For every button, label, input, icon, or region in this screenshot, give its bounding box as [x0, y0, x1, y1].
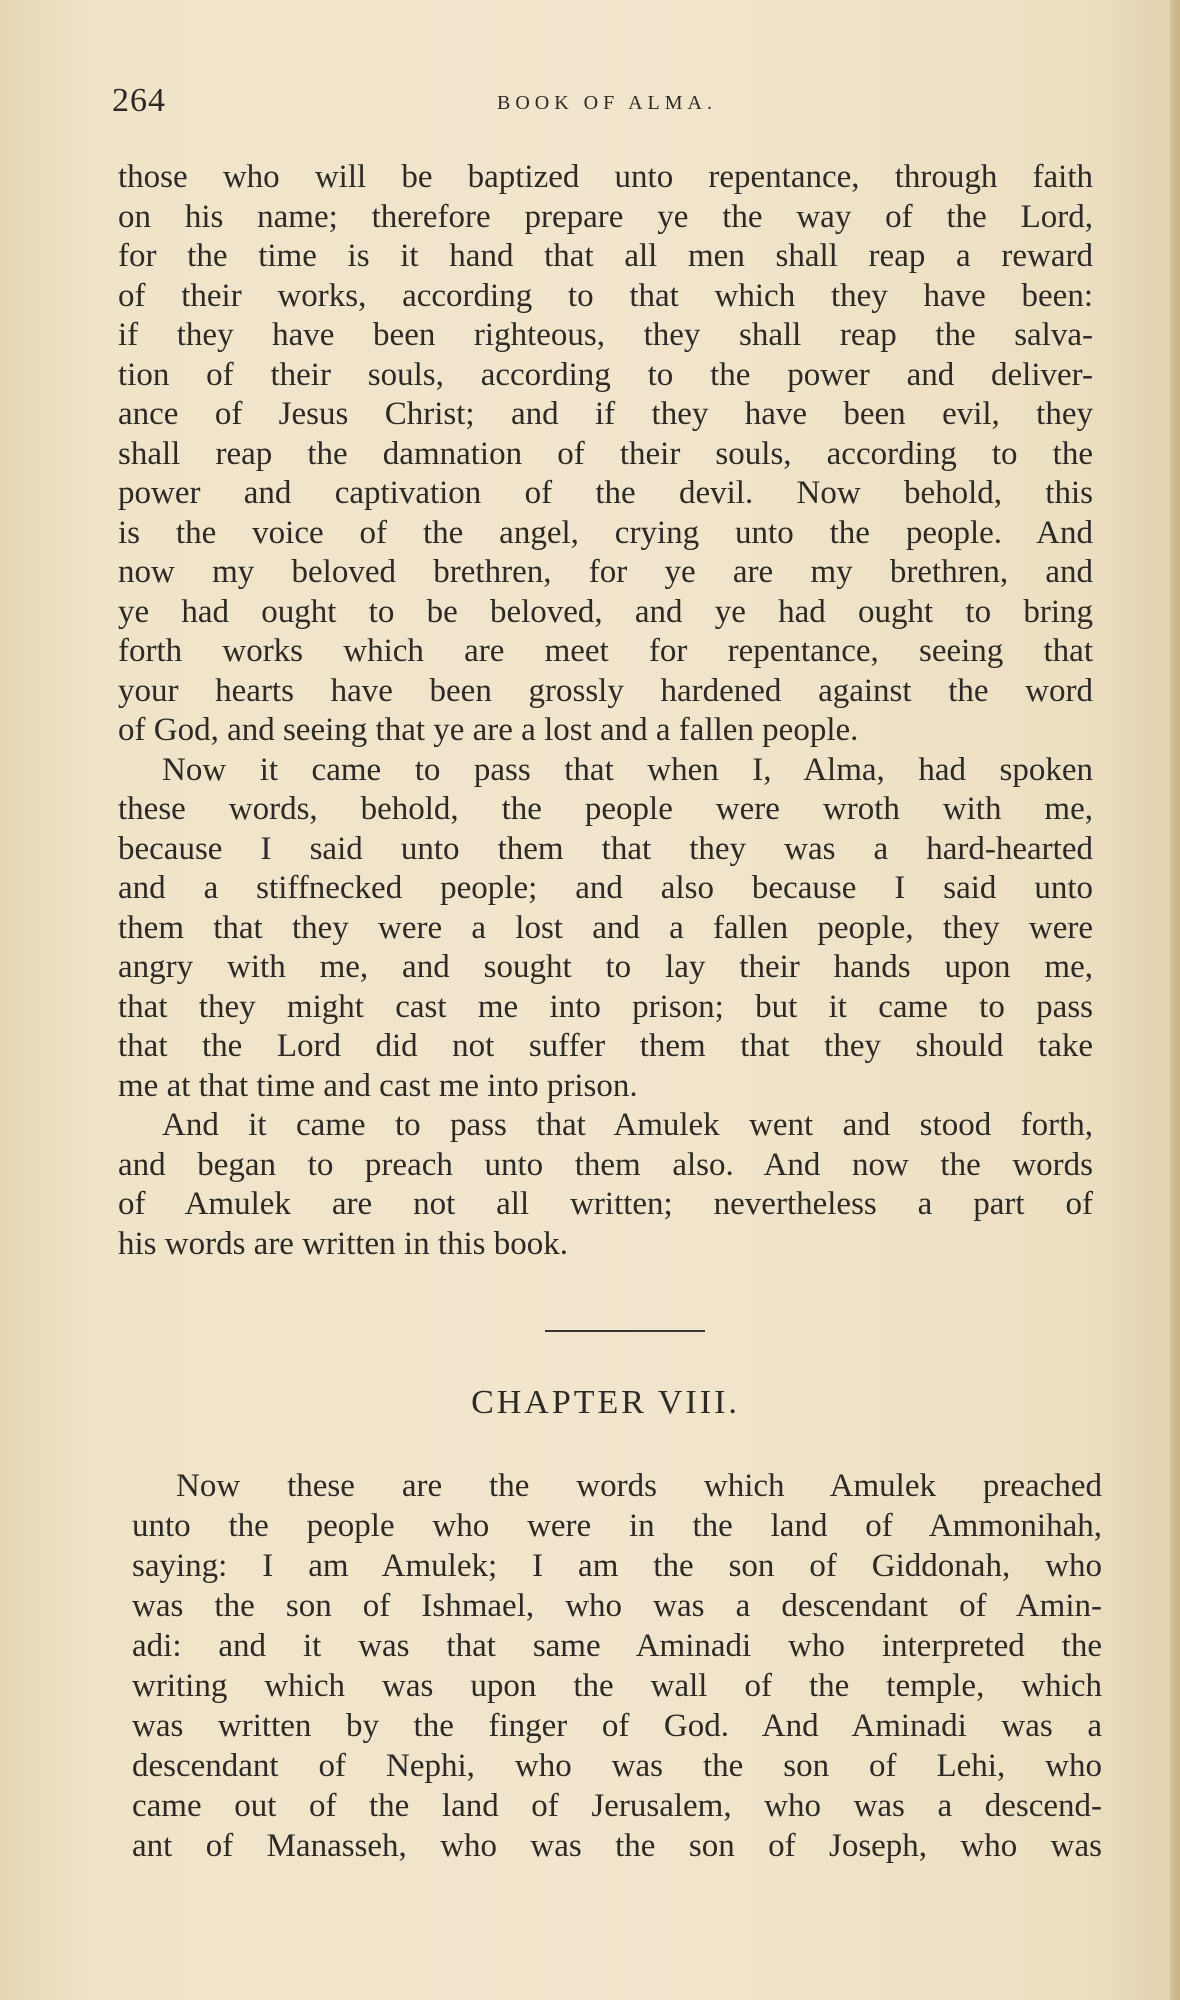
text-line: Now it came to pass that when I, Alma, had spoken — [162, 751, 1093, 788]
text-line: if they have been righteous, they shall reap the salva- — [118, 317, 1093, 353]
text-line: unto the people who were in the land of Ammonihah, — [132, 1508, 1102, 1544]
text-line: now my beloved brethren, for ye are my brethren, and — [118, 554, 1093, 590]
text-line: writing which was upon the wall of the temple, which — [132, 1668, 1102, 1704]
text-line: saying: I am Amulek; I am the son of Giddonah, who — [132, 1548, 1102, 1584]
text-line: adi: and it was that same Aminadi who interpreted the — [132, 1628, 1102, 1664]
text-line: angry with me, and sought to lay their hands upon me, — [118, 949, 1093, 985]
text-line: ant of Manasseh, who was the son of Joseph, who was — [132, 1828, 1102, 1864]
text-line: me at that time and cast me into prison. — [118, 1067, 638, 1104]
text-line: for the time is it hand that all men shall reap a reward — [118, 238, 1093, 274]
text-line: of God, and seeing that ye are a lost and a fallen people. — [118, 712, 859, 748]
text-line: and a stiffnecked people; and also because I said unto — [118, 870, 1093, 906]
text-line: was the son of Ishmael, who was a descendant of Amin- — [132, 1588, 1102, 1624]
text-line: is the voice of the angel, crying unto the people. And — [118, 514, 1093, 551]
chapter-heading: CHAPTER VIII. — [471, 1384, 740, 1421]
text-line: his words are written in this book. — [118, 1225, 569, 1262]
text-line: and began to preach unto them also. And now the words — [118, 1146, 1093, 1183]
text-line: these words, behold, the people were wroth with me, — [118, 791, 1093, 827]
text-line: that they might cast me into prison; but it came to pass — [118, 988, 1093, 1025]
text-line: because I said unto them that they was a hard-hearted — [118, 830, 1093, 867]
text-line: ye had ought to be beloved, and ye had ought to bring — [118, 593, 1093, 630]
text-line: And it came to pass that Amulek went and stood forth, — [162, 1107, 1093, 1143]
text-line: on his name; therefore prepare ye the way of the Lord, — [118, 198, 1093, 235]
text-line: of Amulek are not all written; nevertheless a part of — [118, 1186, 1093, 1222]
text-line: was written by the finger of God. And Aminadi was a — [132, 1708, 1102, 1744]
text-line: that the Lord did not suffer them that they should take — [118, 1028, 1093, 1064]
text-line: ance of Jesus Christ; and if they have been evil, they — [118, 396, 1093, 432]
text-line: of their works, according to that which they have been: — [118, 277, 1093, 314]
text-line: came out of the land of Jerusalem, who was a descend- — [132, 1788, 1102, 1824]
text-line: your hearts have been grossly hardened against the word — [118, 672, 1093, 709]
text-line: descendant of Nephi, who was the son of Lehi, who — [132, 1748, 1102, 1784]
page-number: 264 — [112, 82, 166, 119]
chapter-text — [132, 1466, 1102, 1866]
text-line: those who will be baptized unto repentance, through faith — [118, 159, 1093, 195]
text-line: power and captivation of the devil. Now behold, this — [118, 475, 1093, 511]
body-text — [118, 158, 1093, 1264]
running-head: BOOK OF ALMA. — [496, 92, 718, 114]
text-line: them that they were a lost and a fallen people, they were — [118, 909, 1093, 946]
section-divider — [545, 1330, 705, 1332]
text-line: Now these are the words which Amulek preached — [176, 1468, 1102, 1504]
text-line: shall reap the damnation of their souls, according to the — [118, 435, 1093, 472]
page-edge — [1170, 0, 1180, 2000]
text-line: tion of their souls, according to the power and deliver- — [118, 356, 1093, 393]
page-header — [112, 82, 1102, 122]
text-line: forth works which are meet for repentance, seeing that — [118, 633, 1093, 669]
